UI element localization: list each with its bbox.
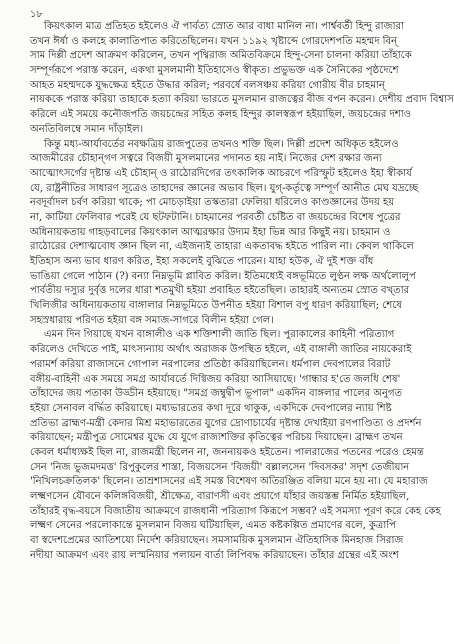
text-line: বঙ্গীয়-বাহিনী এক সময়ে সমগ্র আর্যাবর্তে দিগ্বিজয় করিয়া আসিয়াছে। 'গান্ধার হ'তে জলধি শেষ'	[30, 373, 401, 385]
page-number: ১৮	[30, 9, 43, 20]
text-line: অনতিবিলম্বে সমান দাঁড়াইল।	[30, 123, 144, 135]
text-line: কেবল ধর্মাধ্যক্ষই ছিল না, রাজমন্ত্রী ছিলেন না, জননায়কও হইতেন। পালরাজের পতনের পরেও হেমন্ত	[30, 446, 424, 458]
text-line: হইয়া সেনাবল বর্দ্ধিত করিয়াছে। মধ্যভারতের কথা দূরে থাকুক, একদিকে দেবপালের ন্যায় শিষ্ট	[30, 402, 392, 414]
text-line: অধিনায়কতায় গাহড়বালের কিয়ৎকাল আত্মরক্ষার উদ্যম ইহা ভিন্ন আর কিছুই নয়। চাহমান ও	[30, 226, 391, 238]
text-line: আহত মহম্মদকে যুদ্ধক্ষেত্র হইতে উদ্ধার করিল; পরবর্ষে বলসঞ্চয় করিয়া গোরীয় বীর চাহমান্	[30, 79, 385, 91]
text-line: তাঁহারই বৃদ্ধ-বয়সে বিজাতীয় আক্রমণে রাজধানী পরিত্যাগ কিরূপে সম্ভব? এই সমস্যা পূরণ করে কেহ কেহ	[30, 505, 441, 517]
text-line: আত্মোৎসর্গের দৃষ্টান্ত এই চৌহান্ ও রাঠোরদিগের তৎকালিক আচরণে পরিস্ফুট হইলেও ইহা স্বীকার্য	[30, 167, 412, 179]
text-line: না, কাটিয়া ফেলিবার পরেই যে ছটফটানি। চাহমানের পরবর্তী চেষ্টিত বা জয়চন্দ্রের বিশেষ পুত্রের	[30, 211, 401, 223]
text-line: বা স্বদেশপ্রেমের আতিশয্যে নির্দেশ করিয়াছেন। সমসাময়িক মুসলমান ঐতিহাসিক মিনহাজ সিরাজ	[30, 535, 404, 547]
text-line: করিলেও দেখিতে পাই, মাৎস্যন্যায় অর্থাৎ অরাজক উপস্থিত হইলে, এই বাঙ্গালী জাতির নায়কেরাই	[30, 344, 412, 356]
text-line: কিয়ৎকাল মাত্র প্রতিহত হইলেও ঐ পার্বত্য স্রোত আর বাধা মানিল না। পার্শ্ববর্তী হিন্দু রাজারা	[44, 21, 404, 32]
text-line: নদীয়া আক্রমণ এবং রায় লস্মনিয়ার পলায়ন বার্তা লিপিবদ্ধ করিয়াছেন। তাঁহার গ্রন্থের এই অংশ	[30, 549, 399, 561]
paragraph-3	[30, 328, 441, 563]
text-line: করিয়াছেন; মন্ত্রীপুত্র সোমেশ্বর যুদ্ধে যে যুগে রাজ্যশক্তির কৃতিত্বের পরিচয় দিয়াছেন। ব্রাহ্মণ তখন	[30, 432, 403, 444]
text-line: তাঁহাদের জয় পতাকা উড্ডীন হইয়াছে। "সমগ্র জম্বুদ্বীপ ভূপাল" একদিন বাঙ্গলার পালের অনুগত	[30, 388, 403, 400]
text-line: সহস্রধারায় পরিণত হইয়া বঙ্গ সমাজ-সাগরে বিলীন হইয়া গেল।	[30, 314, 274, 326]
text-line: তখন ঈর্ষা ও কলহে কালাতিপাত করিতেছিলেন। যখন ১১৯২ খৃষ্টাব্দে গোরদেশপতি মহম্মদ বিন্	[30, 35, 398, 47]
text-line: প্রতিভা ব্রাহ্মণ-মন্ত্রী কেদার মিশ্র মহাভারতের যুগের দ্রোণাচার্যের দৃষ্টান্ত দেখাইয়া রণপাণ্ডিত্য ও প্রদর্শন	[30, 417, 422, 429]
text-line: নবদূর্বাদল চর্বণ করিয়া থাকে; পা মোচড়াইয়া তস্কতারা ফেলিয়া ধরিলেও কাণ্ডজ্ঞানের উদয় হয়	[30, 197, 395, 209]
text-line: কিন্তু মধ্য-আর্যাবর্তের নবক্ষত্রিয় রাজপুতের তখনও শক্তি ছিল। দিল্লী প্রদেশ অধিকৃত হইলেও	[44, 138, 399, 150]
text-line: যে, রাষ্ট্রনীতির সাধারণ সূত্রেও তাহাদের জ্ঞানের অভাব ছিল। যুগ্‌-কর্তৃত্বে সম্পূর্ণ আনীত মেঘ যদ্রচ্ছে	[30, 182, 419, 194]
text-line: ইতিহাস অন্য ভাব ধারণ করিত, ইহা সকলেই বুঝিতে পারেন। যাহা হউক, ঐ দুই শক্ত বাঁধ	[30, 256, 374, 267]
text-line: সম্পূর্ণরূপে পরাস্ত করেন, একথা মুসলমানী ইতিহাসেও স্বীকৃত। প্রভুভক্ত এক সৈনিকের পৃষ্ঠদেশে	[30, 65, 399, 77]
text-line: এমন দিন গিয়াছে যখন বাঙ্গালীও এক শক্তিশালী জাতি ছিল। পুরাকালের কাহিনী পরিত্যাগ	[44, 329, 395, 341]
paragraph-2	[30, 138, 419, 329]
text-line: সাম দিল্লী প্রদেশ আক্রমণ করিলেন, তখন পৃথ্বিরাজ অমিতবিক্রমে হিন্দু-সেনা চালনা করিয়া তাঁহাকে	[30, 50, 412, 62]
paragraph-1	[30, 20, 454, 138]
text-line: লক্ষ্মণ সেনের পরলোকান্তে মুসলমান বিজয় ঘটিয়াছিল, এমত কষ্টকল্পিত প্রমাণের বলে, কুত্রাপি	[30, 520, 396, 532]
text-line: ভাঙিয়া গেলে পাঠান (?) বন্যা নিম্নভূমি প্লাবিত করিল। ইতিমধ্যেই বঙ্গভূমিতে লুণ্ঠন লক্ষ অর্থলোলুপ	[30, 270, 416, 282]
text-line: লক্ষ্মণসেন যৌবনে কলিঙ্গবিজয়ী, শ্রীক্ষেত্র, বারাণসী এবং প্রয়াগে যাঁহার জয়স্তম্ভ নির্মিত হইয়াছিল,	[30, 491, 410, 502]
text-line: পার্বতীয় দস্যুর দুর্বৃত্ত দলের ধারা শতমুখী হইয়া প্রবাহিত হইতেছিল। তাহারই অন্যতম স্রোত বখ্তার	[30, 285, 410, 297]
text-line: করিলে এই সময়ে কনৌজপতি জয়চন্দ্রের সহিত কলহ হিন্দুর কালস্বরূপ হইয়াছিল, জয়চন্দ্রের দশাও	[30, 109, 412, 121]
text-line: 'নিখিলচক্রতিলক' ছিলেন। তাম্রশাসনের এই সমস্ত বিশেষণ অতিরঞ্জিত বলিয়া মনে হয় না। যে মহারাজ	[30, 476, 428, 488]
text-line: খিলিজীর অধিনায়কতায় বাঙ্গালার নিম্নভূমিতে উপনীত হইয়া বিশাল বপু ধারণ করিয়াছিল; শেষে	[30, 300, 402, 312]
body-text	[30, 20, 454, 630]
text-line: নায়ককে পরাস্ত করিয়া তাহাকে হত্যা করিয়া ভারতে মুসলমান রাজত্বের বীজ বপন করেন। দেশীয় প্রবাদ বিশ্বাস	[30, 94, 454, 106]
text-line: রাঠোরের দেশাত্মবোধ জ্ঞান ছিল না, এইজন্যই তাহারা একতাবদ্ধ হইতে পারিল না। কেবল থাকিলে	[30, 241, 414, 253]
text-line: পরামর্শ করিয়া রাজাসনে গোপাল নরপালের প্রতিষ্ঠা করিয়াছিলেন। ধর্মপাল দেবপালের বিরাট	[30, 358, 391, 370]
text-line: আজমীরের চৌহান্গণ সত্বরে বিজয়ী মুসলমানের পদানত হয় নাই। নিজের দেশ রক্ষার জন্য	[30, 153, 382, 165]
text-line: সেন 'নিজ ভুজমদমত্ত' রিপুকুলের শাস্তা, বিজয়সেন 'বিজয়ী' বল্লালসেন 'দিবসকর' সদৃশ তেজীয়ান	[30, 461, 410, 473]
